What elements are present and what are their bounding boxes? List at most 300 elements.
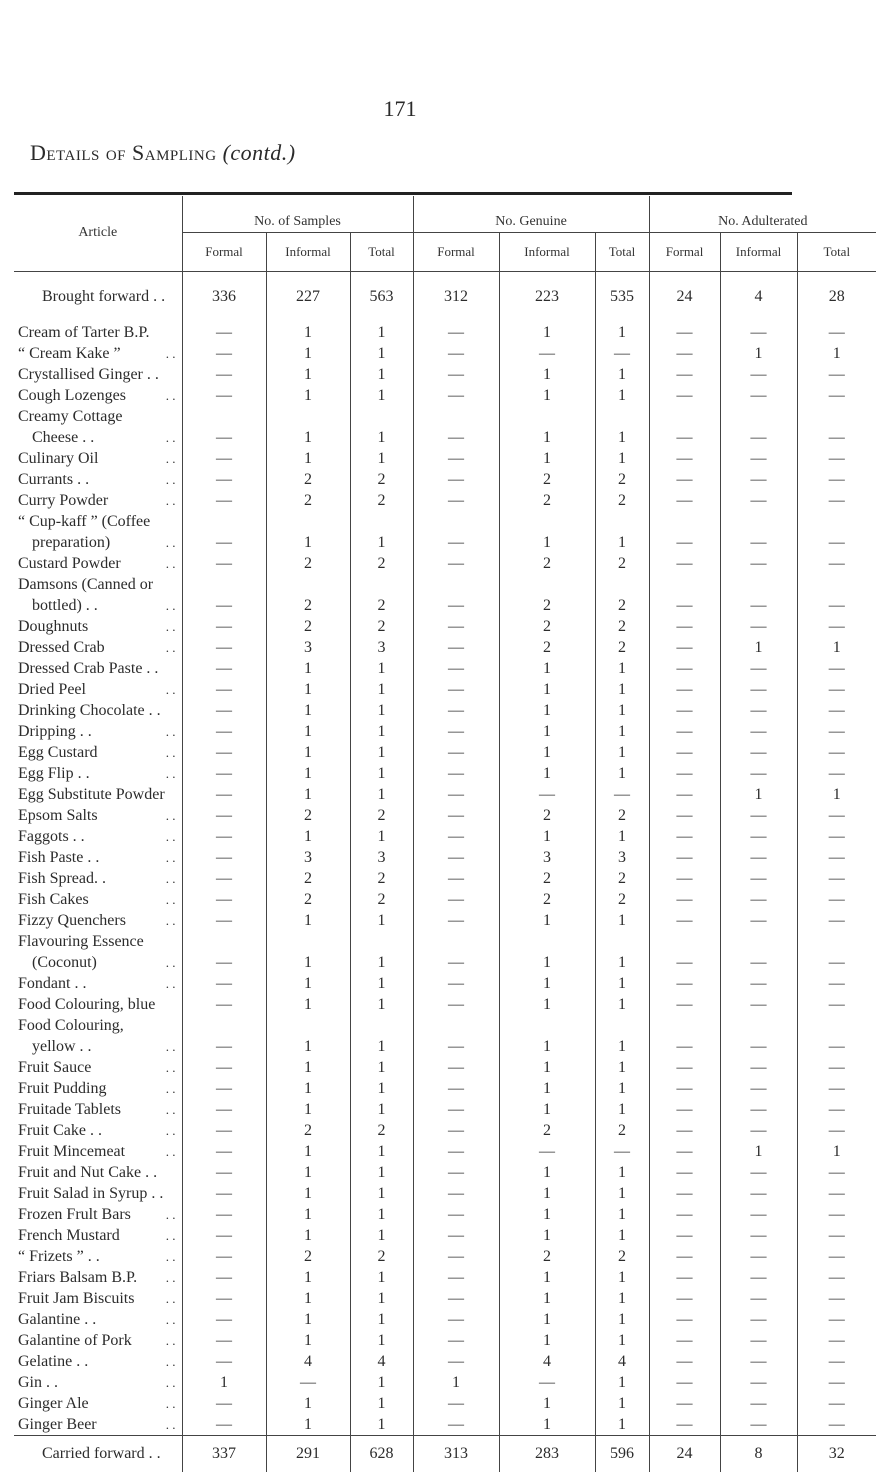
value-cell: —: [649, 889, 720, 910]
value-cell: —: [720, 679, 797, 700]
value-cell: [595, 931, 649, 952]
article-label: Cheese . .: [32, 427, 94, 448]
value-cell: —: [797, 322, 876, 343]
article-name: [14, 952, 182, 973]
leader-dots: . .: [166, 385, 176, 406]
article-label: “ Frizets ” . .: [18, 1246, 100, 1267]
value-cell: 1: [266, 1267, 350, 1288]
leader-dots: . .: [166, 910, 176, 931]
value-cell: —: [720, 742, 797, 763]
value-cell: 1: [595, 679, 649, 700]
value-cell: —: [182, 1036, 266, 1057]
value-cell: —: [720, 868, 797, 889]
heading-title: Details of Sampling: [30, 140, 217, 165]
value-cell: 1: [595, 1309, 649, 1330]
value-cell: —: [413, 1183, 499, 1204]
value-cell: 1: [499, 952, 595, 973]
value-cell: —: [649, 973, 720, 994]
value-cell: —: [720, 532, 797, 553]
value-cell: —: [649, 1330, 720, 1351]
value-cell: 1: [595, 448, 649, 469]
value-cell: 2: [595, 469, 649, 490]
leader-dots: . .: [166, 616, 176, 637]
heading-suffix: (contd.): [223, 140, 296, 165]
value-cell: [797, 511, 876, 532]
value-cell: 1: [350, 973, 413, 994]
value-cell: 2: [350, 490, 413, 511]
header-samples-formal: Formal: [182, 233, 266, 272]
value-cell: 1: [595, 1036, 649, 1057]
table-row: [14, 322, 876, 343]
header-samples: No. of Samples: [182, 196, 413, 233]
article-name: [14, 1078, 182, 1099]
leader-dots: . .: [166, 1036, 176, 1057]
value-cell: —: [720, 385, 797, 406]
value-cell: —: [720, 847, 797, 868]
value-cell: —: [182, 826, 266, 847]
article-name: [14, 595, 182, 616]
header-genuine-formal: Formal: [413, 233, 499, 272]
value-cell: 1: [350, 1078, 413, 1099]
cf-value: 32: [797, 1436, 876, 1472]
value-cell: [182, 406, 266, 427]
page-heading: [30, 140, 296, 166]
value-cell: 1: [350, 1183, 413, 1204]
value-cell: —: [182, 763, 266, 784]
page-number: 171: [0, 96, 800, 122]
value-cell: —: [797, 721, 876, 742]
cf-value: 8: [720, 1436, 797, 1472]
value-cell: 2: [499, 553, 595, 574]
value-cell: —: [413, 1330, 499, 1351]
value-cell: —: [182, 1246, 266, 1267]
table-row: [14, 1057, 876, 1078]
article-name: [14, 973, 182, 994]
table-row: [14, 721, 876, 742]
value-cell: 1: [350, 1288, 413, 1309]
value-cell: —: [649, 1246, 720, 1267]
value-cell: —: [649, 1267, 720, 1288]
article-name: [14, 637, 182, 658]
table-row: [14, 469, 876, 490]
value-cell: [413, 406, 499, 427]
value-cell: 1: [595, 427, 649, 448]
value-cell: 1: [350, 952, 413, 973]
leader-dots: . .: [166, 1288, 176, 1309]
value-cell: [266, 574, 350, 595]
table-row: [14, 784, 876, 805]
value-cell: —: [649, 700, 720, 721]
value-cell: 2: [350, 616, 413, 637]
value-cell: —: [797, 1183, 876, 1204]
value-cell: 1: [350, 427, 413, 448]
value-cell: —: [413, 763, 499, 784]
value-cell: 1: [266, 322, 350, 343]
value-cell: 1: [266, 763, 350, 784]
article-name: [14, 406, 182, 427]
value-cell: —: [720, 910, 797, 931]
value-cell: 1: [350, 1393, 413, 1414]
article-label: (Coconut): [32, 952, 97, 973]
value-cell: 1: [350, 721, 413, 742]
value-cell: —: [649, 994, 720, 1015]
leader-dots: . .: [166, 448, 176, 469]
value-cell: 1: [266, 1057, 350, 1078]
leader-dots: . .: [166, 553, 176, 574]
article-label: Fruit Mincemeat: [18, 1141, 125, 1162]
article-label: Fruit and Nut Cake . .: [18, 1162, 157, 1183]
table-row: [14, 448, 876, 469]
value-cell: —: [797, 1309, 876, 1330]
value-cell: —: [499, 784, 595, 805]
value-cell: [266, 1015, 350, 1036]
value-cell: 4: [266, 1351, 350, 1372]
article-name: [14, 364, 182, 385]
value-cell: 1: [499, 364, 595, 385]
value-cell: —: [797, 595, 876, 616]
cf-value: 283: [499, 1436, 595, 1472]
value-cell: 1: [266, 679, 350, 700]
value-cell: —: [649, 868, 720, 889]
value-cell: —: [413, 742, 499, 763]
table-row: [14, 1204, 876, 1225]
value-cell: —: [797, 364, 876, 385]
value-cell: —: [797, 952, 876, 973]
value-cell: 2: [595, 868, 649, 889]
value-cell: 1: [350, 385, 413, 406]
value-cell: [182, 931, 266, 952]
value-cell: —: [797, 1225, 876, 1246]
value-cell: —: [413, 595, 499, 616]
value-cell: —: [797, 742, 876, 763]
value-cell: 3: [595, 847, 649, 868]
table-row: [14, 1393, 876, 1414]
value-cell: —: [413, 679, 499, 700]
value-cell: 2: [595, 490, 649, 511]
value-cell: —: [413, 889, 499, 910]
value-cell: 1: [499, 532, 595, 553]
value-cell: —: [499, 1372, 595, 1393]
bf-value: 28: [797, 272, 876, 323]
value-cell: 2: [266, 616, 350, 637]
value-cell: —: [797, 532, 876, 553]
value-cell: —: [182, 1288, 266, 1309]
header-adulterated: No. Adulterated: [649, 196, 876, 233]
value-cell: 2: [595, 616, 649, 637]
cf-value: 337: [182, 1436, 266, 1472]
value-cell: 2: [595, 805, 649, 826]
value-cell: —: [797, 1057, 876, 1078]
value-cell: —: [413, 994, 499, 1015]
value-cell: [720, 1015, 797, 1036]
value-cell: 1: [595, 1183, 649, 1204]
value-cell: —: [182, 784, 266, 805]
value-cell: 1: [499, 1225, 595, 1246]
table-row: [14, 700, 876, 721]
table-row: [14, 1351, 876, 1372]
leader-dots: . .: [166, 742, 176, 763]
value-cell: —: [720, 889, 797, 910]
value-cell: 1: [266, 1414, 350, 1436]
value-cell: —: [182, 637, 266, 658]
value-cell: —: [413, 910, 499, 931]
value-cell: [649, 931, 720, 952]
value-cell: 2: [266, 469, 350, 490]
value-cell: 1: [499, 658, 595, 679]
article-label: Fruit Pudding: [18, 1078, 106, 1099]
value-cell: —: [182, 532, 266, 553]
bf-value: 24: [649, 272, 720, 323]
value-cell: —: [720, 1225, 797, 1246]
value-cell: [182, 511, 266, 532]
value-cell: —: [797, 1372, 876, 1393]
value-cell: —: [649, 364, 720, 385]
leader-dots: . .: [166, 763, 176, 784]
value-cell: —: [413, 322, 499, 343]
value-cell: 1: [266, 1393, 350, 1414]
table-row: [14, 616, 876, 637]
value-cell: —: [649, 1414, 720, 1436]
cf-value: 628: [350, 1436, 413, 1472]
value-cell: —: [720, 1246, 797, 1267]
table-row: [14, 406, 876, 427]
value-cell: —: [797, 448, 876, 469]
value-cell: 2: [266, 595, 350, 616]
value-cell: —: [797, 616, 876, 637]
value-cell: 2: [266, 1246, 350, 1267]
value-cell: 2: [499, 868, 595, 889]
value-cell: 1: [595, 763, 649, 784]
article-label: Food Colouring, blue: [18, 994, 155, 1015]
value-cell: —: [649, 679, 720, 700]
value-cell: —: [413, 532, 499, 553]
value-cell: [266, 931, 350, 952]
value-cell: 1: [266, 721, 350, 742]
article-name: [14, 322, 182, 343]
value-cell: —: [720, 1351, 797, 1372]
article-name: [14, 1225, 182, 1246]
value-cell: 1: [350, 532, 413, 553]
value-cell: 1: [499, 679, 595, 700]
value-cell: 1: [266, 1099, 350, 1120]
value-cell: [595, 511, 649, 532]
value-cell: 2: [595, 553, 649, 574]
value-cell: [413, 511, 499, 532]
value-cell: 1: [720, 784, 797, 805]
article-name: [14, 826, 182, 847]
value-cell: 2: [595, 637, 649, 658]
value-cell: —: [182, 616, 266, 637]
value-cell: 1: [266, 1078, 350, 1099]
value-cell: 1: [413, 1372, 499, 1393]
table-row: [14, 868, 876, 889]
leader-dots: . .: [166, 721, 176, 742]
article-name: [14, 1288, 182, 1309]
article-label: Curry Powder: [18, 490, 108, 511]
value-cell: 1: [350, 1162, 413, 1183]
article-name: [14, 994, 182, 1015]
value-cell: —: [720, 994, 797, 1015]
value-cell: —: [720, 364, 797, 385]
value-cell: —: [413, 1393, 499, 1414]
value-cell: 1: [266, 1036, 350, 1057]
value-cell: 2: [499, 889, 595, 910]
value-cell: 1: [595, 1204, 649, 1225]
value-cell: —: [797, 1162, 876, 1183]
value-cell: —: [720, 952, 797, 973]
table-row: [14, 1372, 876, 1393]
value-cell: 2: [499, 805, 595, 826]
value-cell: —: [182, 847, 266, 868]
carried-forward-label: Carried forward . .: [14, 1436, 182, 1472]
header-genuine-informal: Informal: [499, 233, 595, 272]
value-cell: 1: [797, 784, 876, 805]
value-cell: 1: [350, 1225, 413, 1246]
leader-dots: . .: [166, 1309, 176, 1330]
value-cell: —: [413, 1225, 499, 1246]
value-cell: 1: [350, 343, 413, 364]
value-cell: 2: [595, 889, 649, 910]
value-cell: —: [720, 1267, 797, 1288]
article-name: [14, 889, 182, 910]
article-label: Egg Custard: [18, 742, 98, 763]
table-row: [14, 847, 876, 868]
value-cell: —: [720, 448, 797, 469]
value-cell: —: [413, 1099, 499, 1120]
value-cell: —: [649, 1141, 720, 1162]
value-cell: —: [649, 343, 720, 364]
leader-dots: . .: [166, 1204, 176, 1225]
article-name: [14, 469, 182, 490]
value-cell: 1: [266, 1288, 350, 1309]
value-cell: —: [413, 868, 499, 889]
value-cell: [413, 574, 499, 595]
value-cell: —: [720, 763, 797, 784]
value-cell: 1: [595, 1393, 649, 1414]
table-row: [14, 1015, 876, 1036]
brought-forward-label: Brought forward . .: [14, 272, 182, 323]
value-cell: —: [182, 1057, 266, 1078]
value-cell: 1: [499, 700, 595, 721]
value-cell: —: [413, 553, 499, 574]
value-cell: 2: [266, 490, 350, 511]
bf-value: 336: [182, 272, 266, 323]
header-genuine: No. Genuine: [413, 196, 649, 233]
value-cell: —: [413, 1309, 499, 1330]
leader-dots: . .: [166, 343, 176, 364]
value-cell: —: [720, 1162, 797, 1183]
header-samples-informal: Informal: [266, 233, 350, 272]
value-cell: 1: [499, 721, 595, 742]
value-cell: 1: [266, 1330, 350, 1351]
value-cell: —: [797, 679, 876, 700]
table-row: [14, 364, 876, 385]
value-cell: —: [720, 553, 797, 574]
value-cell: —: [649, 952, 720, 973]
table-row: [14, 1162, 876, 1183]
table-row: [14, 1267, 876, 1288]
article-label: Gelatine . .: [18, 1351, 88, 1372]
value-cell: 1: [499, 1099, 595, 1120]
header-samples-total: Total: [350, 233, 413, 272]
leader-dots: . .: [166, 679, 176, 700]
value-cell: [595, 406, 649, 427]
value-cell: 1: [595, 1414, 649, 1436]
value-cell: 1: [350, 910, 413, 931]
leader-dots: . .: [166, 952, 176, 973]
value-cell: —: [720, 1120, 797, 1141]
value-cell: —: [182, 595, 266, 616]
value-cell: 1: [266, 700, 350, 721]
value-cell: [266, 406, 350, 427]
value-cell: —: [413, 364, 499, 385]
value-cell: —: [182, 448, 266, 469]
value-cell: 1: [595, 910, 649, 931]
value-cell: —: [649, 1162, 720, 1183]
value-cell: —: [720, 1078, 797, 1099]
table-row: [14, 1288, 876, 1309]
value-cell: —: [595, 784, 649, 805]
value-cell: —: [182, 1393, 266, 1414]
value-cell: 2: [266, 868, 350, 889]
value-cell: 1: [266, 952, 350, 973]
value-cell: —: [182, 721, 266, 742]
value-cell: —: [720, 1204, 797, 1225]
article-label: Epsom Salts: [18, 805, 98, 826]
leader-dots: . .: [166, 637, 176, 658]
value-cell: [720, 511, 797, 532]
article-name: [14, 574, 182, 595]
article-name: [14, 1372, 182, 1393]
value-cell: —: [797, 1099, 876, 1120]
value-cell: —: [649, 847, 720, 868]
value-cell: —: [797, 805, 876, 826]
table-row: [14, 490, 876, 511]
leader-dots: . .: [166, 1078, 176, 1099]
article-name: [14, 511, 182, 532]
value-cell: —: [649, 553, 720, 574]
bf-value: 223: [499, 272, 595, 323]
value-cell: —: [649, 532, 720, 553]
value-cell: —: [649, 1120, 720, 1141]
value-cell: —: [797, 1036, 876, 1057]
value-cell: —: [413, 448, 499, 469]
value-cell: —: [649, 1309, 720, 1330]
value-cell: [499, 406, 595, 427]
value-cell: —: [182, 1225, 266, 1246]
value-cell: —: [649, 1351, 720, 1372]
value-cell: 1: [595, 1372, 649, 1393]
value-cell: 1: [266, 994, 350, 1015]
leader-dots: . .: [166, 847, 176, 868]
article-name: [14, 658, 182, 679]
value-cell: —: [649, 658, 720, 679]
value-cell: —: [182, 553, 266, 574]
article-name: [14, 1204, 182, 1225]
value-cell: —: [649, 1183, 720, 1204]
value-cell: —: [649, 1204, 720, 1225]
leader-dots: . .: [166, 805, 176, 826]
value-cell: [266, 511, 350, 532]
leader-dots: . .: [166, 490, 176, 511]
value-cell: —: [720, 490, 797, 511]
leader-dots: . .: [166, 1414, 176, 1435]
value-cell: —: [182, 910, 266, 931]
value-cell: —: [182, 364, 266, 385]
value-cell: —: [182, 1099, 266, 1120]
value-cell: —: [797, 658, 876, 679]
value-cell: —: [413, 1078, 499, 1099]
